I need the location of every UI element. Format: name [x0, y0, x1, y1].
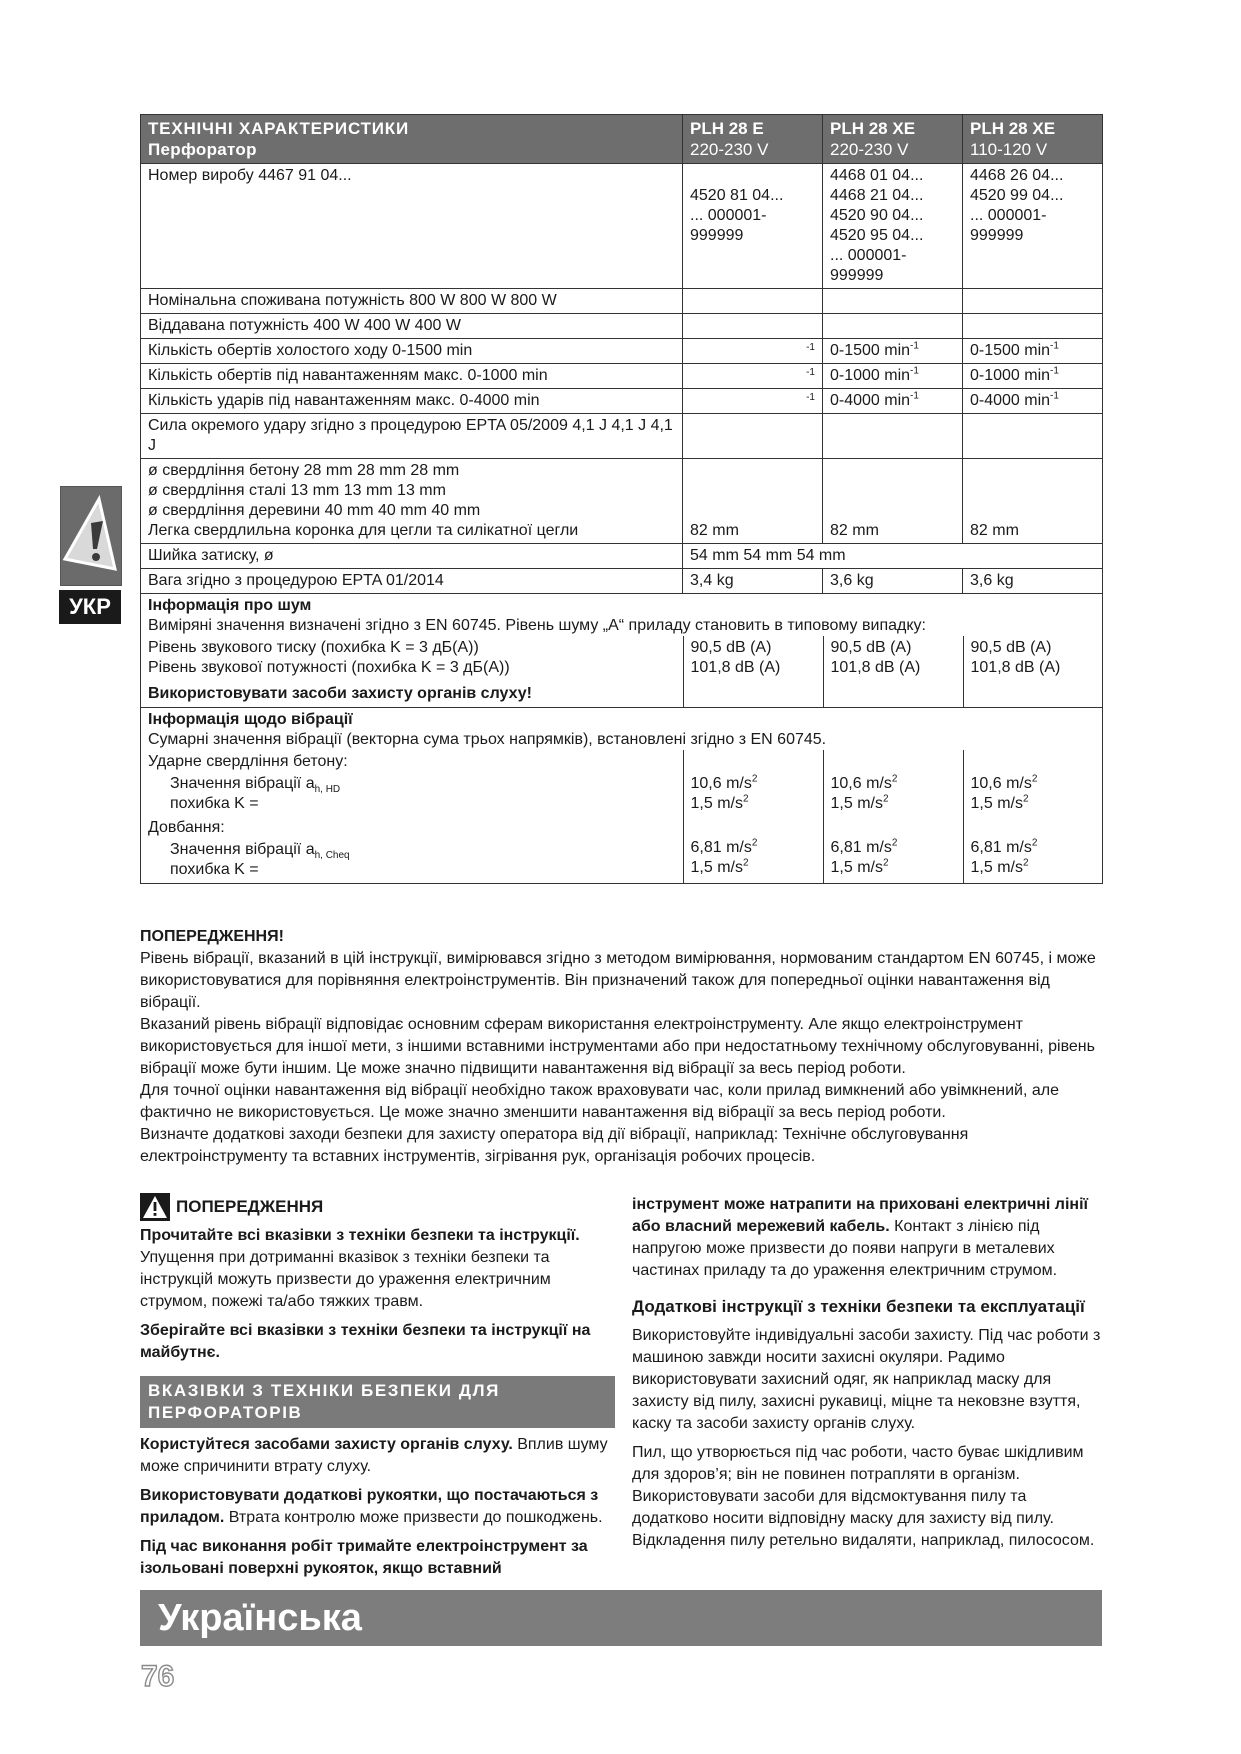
impact-energy-label: Сила окремого удару згідно з процедурою EPTA 05/2009 4,1 J 4,1 J 4,1 J: [141, 414, 683, 459]
row-weight: [141, 569, 1103, 594]
safety-right-column: [632, 1194, 1102, 1559]
spec-header-col2: PLH 28 XE 220-230 V: [823, 115, 963, 164]
impact-rate-label: Кількість ударів під навантаженням макс. 0-4000 min: [141, 389, 683, 414]
row-impact-energy: [141, 414, 1103, 459]
collar-label: Шийка затиску, ø: [141, 544, 683, 569]
warning-triangle-icon: [60, 486, 122, 586]
dust-text: Пил, що утворюється під час роботи, часто буває шкідливим для здоров’я; він не повинен потрапляти в організм. Використовувати засоби для відсмоктування пилу та додатково носити відповідну маску для захисту від пилу. Відкладення пилу ретельно видаляти, наприклад, пилососом.: [632, 1444, 1095, 1549]
ear-protection-text: Користуйтеся засобами захисту органів слуху. Вплив шуму може спричинити втрату слуху.: [140, 1436, 608, 1475]
additional-safety-heading: Додаткові інструкції з техніки безпеки та експлуатації: [632, 1297, 1085, 1316]
product-number-c3: 4468 26 04... 4520 99 04... ... 000001-999999: [963, 164, 1103, 289]
vibration-warning-p2: Вказаний рівень вібрації відповідає основним сферам використання електроінструменту. Але якщо електроінструмент використовується для іншої мети, з іншими вставними інструментами або при недостатньому технічному обслуговуванні, рівень вібрації може бути іншим. Це може значно підвищити навантаження від вібрації за весь період роботи.: [140, 1016, 1095, 1077]
row-vibration: [141, 708, 1103, 884]
load-speed-label: Кількість обертів під навантаженням макс. 0-1000 min: [141, 364, 683, 389]
load-speed-c2: 0-1000 $\min^{-1}$: [823, 364, 963, 389]
weight-c2: 3,6 kg: [823, 569, 963, 594]
impact-rate-c2: 0-4000 $\min^{-1}$: [823, 389, 963, 414]
spec-header-col1: PLH 28 E 220-230 V: [683, 115, 823, 164]
row-collar: [141, 544, 1103, 569]
safety-left-column: [140, 1193, 615, 1587]
spec-header-row: [141, 115, 1103, 164]
weight-label: Вага згідно з процедурою EPTA 01/2014: [141, 569, 683, 594]
vibration-warning-title: ПОПЕРЕДЖЕННЯ!: [140, 928, 284, 945]
insulated-grip-text: Під час виконання робіт тримайте електроінструмент за ізольовані поверхні рукояток, якщо вставний: [140, 1538, 588, 1577]
product-number-label: Номер виробу 4467 91 04...: [141, 164, 683, 289]
warning-icon: [140, 1193, 170, 1221]
weight-c1: 3,4 kg: [683, 569, 823, 594]
vibration-desc: Сумарні значення вібрації (векторна сума трьох напрямків), встановлені згідно з EN 60745.: [148, 731, 827, 748]
noise-heading: Інформація про шум: [148, 597, 312, 614]
noise-c3: 90,5 dB (A) 101,8 dB (A): [963, 636, 1103, 707]
product-number-c2: 4468 01 04... 4468 21 04... 4520 90 04... 4520 95 04... ... 000001-999999: [823, 164, 963, 289]
hidden-wiring-text: інструмент може натрапити на приховані електричні лінії або власний мережевий кабель. Контакт з лінією під напругою може призвести до появи напруги в металевих частинах приладу та до ураження електричним струмом.: [632, 1196, 1089, 1279]
drilling-c1: 82 mm: [683, 459, 823, 544]
load-speed-sup: -1: [806, 367, 815, 378]
impact-rate-sup: -1: [806, 392, 815, 403]
read-instructions: Прочитайте всі вказівки з техніки безпеки та інструкції. Упущення при дотриманні вказівок з техніки безпеки та інструкцій можуть призвести до ураження електричним струмом, пожежі та/або тяжких травм.: [140, 1227, 580, 1310]
noise-desc: Виміряні значення визначені згідно з EN 60745. Рівень шуму „A“ приладу становить в типовому випадку:: [148, 617, 926, 634]
row-power-input: [141, 289, 1103, 314]
row-load-speed: [141, 364, 1103, 389]
row-power-output: [141, 314, 1103, 339]
vibration-c3: 10,6 $m/s^2$ 1,5 $m/s^2$ 6,81 $m/s^2$ 1,5 $m/s^2$: [963, 750, 1103, 883]
language-side-tab: УКР: [59, 590, 121, 624]
vibration-c1: 10,6 $m/s^2$ 1,5 $m/s^2$ 6,81 $m/s^2$ 1,5 $m/s^2$: [683, 750, 823, 883]
power-output-label: Віддавана потужність 400 W 400 W 400 W: [141, 314, 683, 339]
no-load-speed-c2: 0-1500 $\min^{-1}$: [823, 339, 963, 364]
vibration-warning-block: [140, 926, 1105, 1168]
row-product-number: [141, 164, 1103, 289]
vibration-warning-p3: Для точної оцінки навантаження від вібрації необхідно також враховувати час, коли прилад вимкнений або увімкнений, але фактично не використовується. Це може значно зменшити навантаження від вібрації за весь період роботи.: [140, 1082, 1059, 1121]
spec-header-col3: PLH 28 XE 110-120 V: [963, 115, 1103, 164]
power-input-label: Номінальна споживана потужність 800 W 800 W 800 W: [141, 289, 683, 314]
keep-instructions: Зберігайте всі вказівки з техніки безпеки та інструкції на майбутнє.: [140, 1322, 591, 1361]
weight-c3: 3,6 kg: [963, 569, 1103, 594]
vibration-warning-p4: Визначте додаткові заходи безпеки для захисту оператора від дії вібрації, наприклад: Технічне обслуговування електроінструменту та вставних інструментів, зігрівання рук, організація робочих процесів.: [140, 1126, 969, 1165]
page-number: 76: [141, 1660, 175, 1693]
language-footer-bar: Українська: [140, 1590, 1102, 1646]
no-load-speed-sup: -1: [806, 342, 815, 353]
row-drilling: [141, 459, 1103, 544]
hammer-safety-section-bar: ВКАЗІВКИ З ТЕХНІКИ БЕЗПЕКИ ДЛЯ ПЕРФОРАТОРІВ: [140, 1376, 615, 1428]
collar-values: 54 mm 54 mm 54 mm: [683, 544, 1103, 569]
vibration-warning-p1: Рівень вібрації, вказаний в цій інструкції, вимірювався згідно з методом вимірювання, нормованим стандартом EN 60745, і може використовуватися для порівняння електроінструментів. Він призначений також для попередньої оцінки навантаження від вібрації.: [140, 950, 1096, 1011]
drilling-labels: ø свердління бетону 28 mm 28 mm 28 mm ø свердління сталі 13 mm 13 mm 13 mm ø свердління деревини 40 mm 40 mm 40 mm Легка свердлильна коронка для цегли та силікатної цегли: [141, 459, 683, 544]
vibration-labels: Ударне свердління бетону: Значення вібрації $a_{h, HD}$ похибка K = Довбання: Значення вібрації $a_{h, Cheq}$ похибка K =: [148, 753, 350, 878]
drilling-c3: 82 mm: [963, 459, 1103, 544]
ppe-text: Використовуйте індивідуальні засоби захисту. Під час роботи з машиною завжди носити захисні окуляри. Радимо використовувати захисний одяг, як наприклад маску для захисту від пилу, захисні рукавиці, міцне та нековзне взуття, каску та засоби захисту органів слуху.: [632, 1327, 1101, 1432]
no-load-speed-label: Кількість обертів холостого ходу 0-1500 min: [141, 339, 683, 364]
vibration-heading: Інформація щодо вібрації: [148, 711, 353, 728]
aux-handles-text: Використовувати додаткові рукоятки, що постачаються з приладом. Втрата контролю може призвести до пошкоджень.: [140, 1487, 603, 1526]
drilling-c2: 82 mm: [823, 459, 963, 544]
row-no-load-speed: [141, 339, 1103, 364]
noise-c2: 90,5 dB (A) 101,8 dB (A): [823, 636, 963, 707]
row-impact-rate: [141, 389, 1103, 414]
vibration-c2: 10,6 $m/s^2$ 1,5 $m/s^2$ 6,81 $m/s^2$ 1,5 $m/s^2$: [823, 750, 963, 883]
noise-labels: Рівень звукового тиску (похибка K = 3 дБ(A)) Рівень звукової потужності (похибка K = 3 дБ(A)) Використовувати засоби захисту органів слуху!: [148, 639, 532, 702]
noise-c1: 90,5 dB (A) 101,8 dB (A): [683, 636, 823, 707]
spec-table: [140, 114, 1103, 884]
row-noise: [141, 594, 1103, 708]
no-load-speed-c3: 0-1500 $\min^{-1}$: [963, 339, 1103, 364]
product-number-c1: 4520 81 04... ... 000001-999999: [683, 164, 823, 289]
impact-rate-c3: 0-4000 $\min^{-1}$: [963, 389, 1103, 414]
load-speed-c3: 0-1000 $\min^{-1}$: [963, 364, 1103, 389]
spec-header-title: ТЕХНІЧНІ ХАРАКТЕРИСТИКИ Перфоратор: [141, 115, 683, 164]
general-warning-heading: ПОПЕРЕДЖЕННЯ: [140, 1193, 615, 1221]
